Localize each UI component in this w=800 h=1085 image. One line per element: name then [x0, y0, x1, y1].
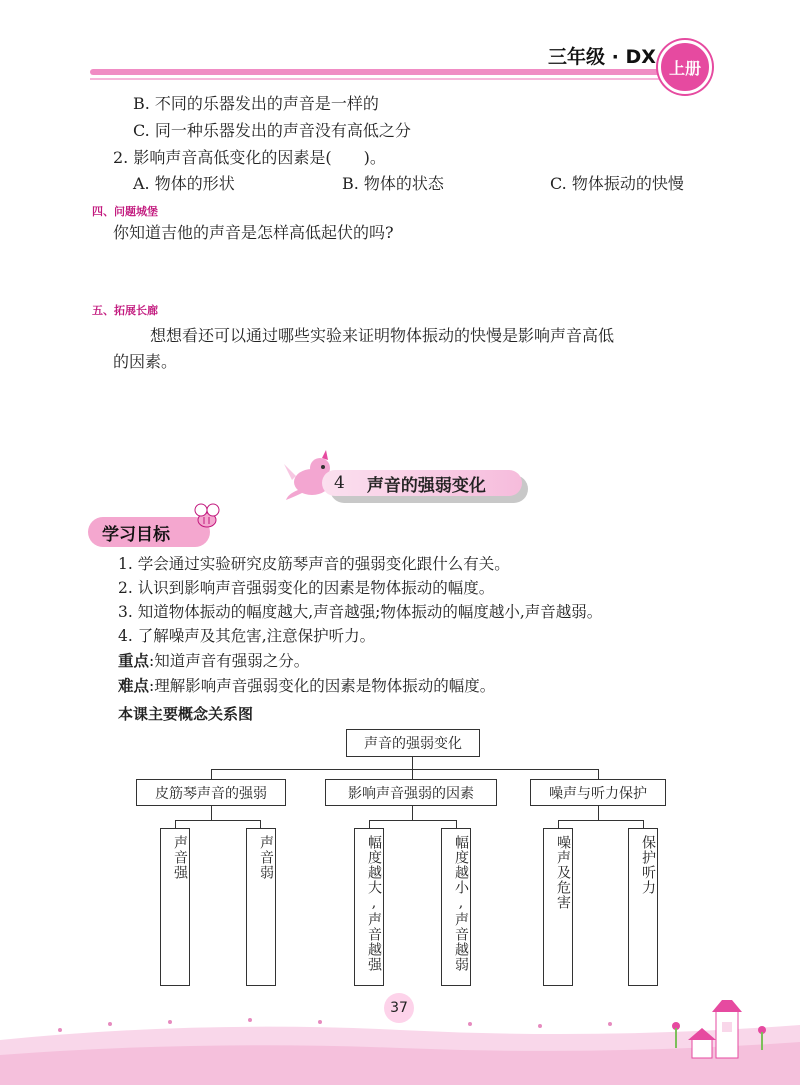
goal-item: 1. 学会通过实验研究皮筋琴声音的强弱变化跟什么有关。	[118, 555, 510, 573]
connector	[260, 820, 261, 828]
option-b: B. 不同的乐器发出的声音是一样的	[133, 94, 379, 113]
key-point	[118, 651, 309, 671]
connector	[412, 806, 413, 820]
connector	[558, 820, 559, 828]
difficulty-point	[118, 676, 495, 696]
section-4-title: 四、问题城堡	[92, 205, 158, 218]
section-5-title: 五、拓展长廊	[92, 304, 158, 317]
grade-label: 三年级 · DX	[548, 46, 656, 68]
section-5-line1: 想想看还可以通过哪些实验来证明物体振动的快慢是影响声音高低	[150, 326, 615, 345]
connector	[412, 757, 413, 769]
q2-option-b: B. 物体的状态	[342, 174, 444, 193]
goal-item: 4. 了解噪声及其危害,注意保护听力。	[118, 627, 376, 645]
concept-branch: 皮筋琴声音的强弱	[136, 779, 286, 806]
goal-item: 3. 知道物体振动的幅度越大,声音越强;物体振动的幅度越小,声音越弱。	[118, 603, 603, 621]
difficulty-point-label: 难点	[118, 677, 150, 695]
connector	[412, 769, 413, 779]
connector	[175, 820, 260, 821]
connector	[456, 820, 457, 828]
q2-option-c: C. 物体振动的快慢	[550, 174, 684, 193]
connector	[211, 806, 212, 820]
chapter-banner	[322, 470, 522, 496]
option-c: C. 同一种乐器发出的声音没有高低之分	[133, 121, 411, 140]
connector	[598, 769, 599, 779]
concept-leaf: 声音强	[160, 828, 190, 986]
q2-option-a: A. 物体的形状	[133, 174, 235, 193]
connector	[211, 769, 599, 770]
connector	[211, 769, 212, 779]
concept-leaf: 噪声及危害	[543, 828, 573, 986]
concept-leaf: 声音弱	[246, 828, 276, 986]
connector	[369, 820, 370, 828]
volume-badge: 上册	[658, 40, 712, 94]
learning-goals-tag: 学习目标	[88, 517, 210, 547]
bee-icon	[190, 500, 224, 534]
concept-root: 声音的强弱变化	[346, 729, 480, 757]
chapter-title: 声音的强弱变化	[366, 475, 486, 496]
concept-branch: 影响声音强弱的因素	[325, 779, 497, 806]
goal-item: 2. 认识到影响声音强弱变化的因素是物体振动的幅度。	[118, 579, 495, 597]
connector	[643, 820, 644, 828]
header-bar	[90, 69, 710, 75]
difficulty-point-text: :理解影响声音强弱变化的因素是物体振动的幅度。	[149, 677, 496, 695]
connector	[598, 806, 599, 820]
connector	[369, 820, 457, 821]
connector	[558, 820, 644, 821]
concept-map-heading: 本课主要概念关系图	[118, 705, 254, 723]
section-4-text: 你知道吉他的声音是怎样高低起伏的吗?	[113, 223, 394, 242]
concept-leaf: 幅度越大,声音越强	[354, 828, 384, 986]
page-number: 37	[384, 993, 414, 1023]
header-rule	[90, 78, 710, 80]
concept-leaf: 保护听力	[628, 828, 658, 986]
section-5-line2: 的因素。	[113, 352, 178, 371]
key-point-text: :知道声音有强弱之分。	[149, 652, 310, 670]
question-2: 2. 影响声音高低变化的因素是( )。	[113, 148, 386, 167]
concept-branch: 噪声与听力保护	[530, 779, 666, 806]
key-point-label: 重点	[118, 652, 150, 670]
chapter-number: 4	[334, 473, 345, 493]
connector	[175, 820, 176, 828]
concept-leaf: 幅度越小,声音越弱	[441, 828, 471, 986]
